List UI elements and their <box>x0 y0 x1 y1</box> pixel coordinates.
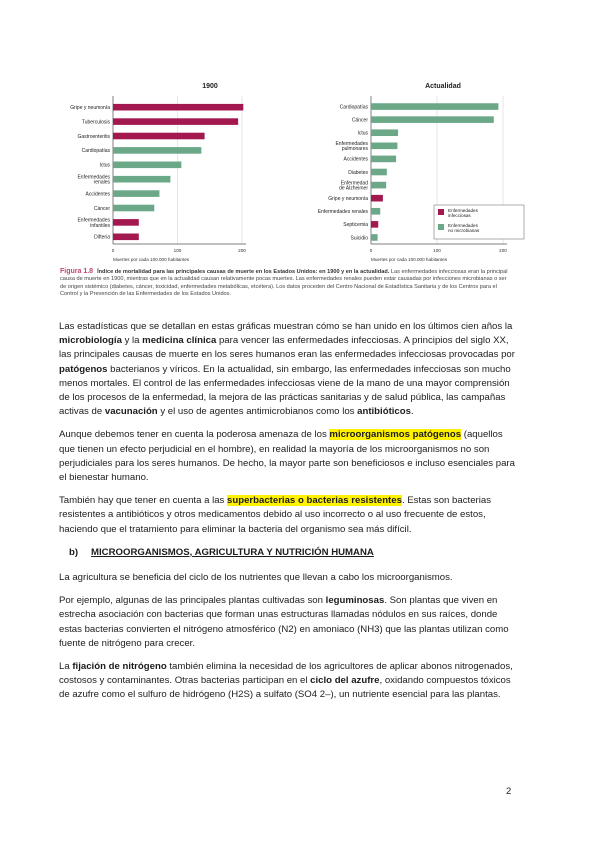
text-run: La <box>59 661 73 673</box>
category-label <box>77 218 110 229</box>
category-label-line: Septicemia <box>343 222 368 229</box>
text-run: y la <box>121 335 143 347</box>
section-letter: b) <box>69 546 79 558</box>
bar <box>113 205 154 212</box>
paragraph <box>59 594 517 651</box>
category-label <box>350 235 368 241</box>
bar <box>113 104 243 111</box>
x-axis-label: Muertes por cada 100.000 habitantes <box>371 257 448 262</box>
chart-title: 1900 <box>202 83 218 90</box>
category-label <box>77 134 110 140</box>
category-label-line: Enfermedades <box>77 217 110 224</box>
bold-term: patógenos <box>59 363 108 375</box>
paragraph <box>59 320 517 419</box>
tick-label: 0 <box>111 248 115 253</box>
section-heading <box>59 546 517 560</box>
text-run: bacterianos y víricos. En la actualidad, sin embargo, las enfermedades infecciosas son mucho menos mortales. El control de las enfermedades infecciosas viene de la mano de una mayor comprensión de los procesos de la enfermedad, la mejora de las prácticas sanitarias y de salud pública, las campañas activas de <box>59 363 511 418</box>
category-label <box>357 131 368 137</box>
text-run: . Son plantas que viven en estrecha asociación con bacterias que forman unas estructuras llamadas nódulos en sus raíces, donde estas bacterias convierten el nitrógeno atmosférico (N2) en amoniaco (NH3) que las plantas utilizan como fuente de nitrógeno para crecer. <box>59 595 509 649</box>
bar <box>371 195 383 202</box>
bold-term: ciclo del azufre <box>310 675 380 687</box>
legend-label-line: infecciosas <box>448 213 471 218</box>
category-label-line: Ictus <box>357 130 368 137</box>
category-label <box>94 206 110 212</box>
bar <box>113 162 181 169</box>
mortality-chart-svg <box>60 74 540 264</box>
page-number: 2 <box>506 786 512 797</box>
category-label-line: Accidentes <box>343 156 368 163</box>
figure-caption <box>60 268 508 299</box>
text-run: . Estas son bacterias resistentes a antibióticos y otros medicamentos debido al uso incorrecto o al uso frecuente de estos, haciendo que el tratamiento para eliminar la bacteria del organismo sea más difícil. <box>59 495 491 535</box>
bar <box>371 103 498 110</box>
tick-label: 100 <box>433 248 441 253</box>
category-label-line: Enfermedades <box>335 141 368 148</box>
bar <box>371 208 380 215</box>
category-label-line: Cardiopatías <box>339 104 368 111</box>
category-label-line: pulmonares <box>341 146 368 153</box>
category-label-line: de Alzheimer <box>339 185 368 192</box>
text-run: y el uso de agentes antimicrobianos como los <box>157 406 358 418</box>
category-label-line: Diabetes <box>348 169 368 176</box>
category-label <box>99 163 110 169</box>
category-label <box>343 222 368 228</box>
legend-label-line: Enfermedades <box>448 223 478 228</box>
legend-swatch <box>438 224 444 230</box>
bar <box>113 190 159 197</box>
figure-number: Figura 1.8 <box>60 268 94 275</box>
category-label-line: Cardiopatías <box>81 148 110 155</box>
category-label-line: Cáncer <box>93 205 110 212</box>
paragraph <box>59 660 517 703</box>
bar <box>371 156 396 163</box>
category-label-line: Accidentes <box>85 191 110 198</box>
category-label-line: infantiles <box>90 222 110 229</box>
text-run: También hay que tener en cuenta a las <box>59 495 228 507</box>
category-label-line: Gripe y neumonía <box>328 195 368 202</box>
bold-term: fijación de nitrógeno <box>72 661 167 673</box>
bold-term: medicina clínica <box>142 335 217 347</box>
category-label <box>94 235 110 241</box>
bar <box>113 118 238 125</box>
legend-label-line: no microbianas <box>448 228 480 233</box>
text-run: , oxidando compuestos tóxicos de azufre como el sulfuro de hidrógeno (H2S) a sulfato (SO4 2–), un nutriente esencial para las plantas. <box>59 675 511 701</box>
category-label-line: Ictus <box>99 162 110 169</box>
category-label <box>348 170 368 176</box>
category-label <box>70 105 110 111</box>
category-label-line: renales <box>93 179 110 186</box>
figure-title: Índice de mortalidad para las principales causas de muerte en los Estados Unidos: en 1900 y en la actualidad. <box>97 269 390 275</box>
category-label <box>339 180 368 191</box>
bar <box>113 147 201 154</box>
tick-label: 0 <box>369 248 373 253</box>
bar <box>113 219 139 226</box>
category-label-line: Suicidio <box>350 235 368 242</box>
bar <box>371 129 398 136</box>
text-run: Las estadísticas que se detallan en estas gráficas muestran cómo se han unido en los últimos cien años la <box>59 321 513 332</box>
text-run: (aquellos que tienen un efecto perjudicial en el hombre), en realidad la mayoría de los microorganismos no son perjudiciales para los seres humanos. De hecho, la mayor parte son beneficiosos e incluso esenciales para el bienestar humano. <box>59 429 515 484</box>
category-label-line: Enfermedad <box>340 180 368 187</box>
category-label <box>318 209 369 215</box>
bar <box>371 143 397 150</box>
paragraph <box>59 571 517 585</box>
category-label <box>77 174 110 185</box>
highlighted-term: microorganismos patógenos <box>329 429 462 441</box>
bar <box>113 133 205 140</box>
bar <box>371 116 494 123</box>
bold-term: leguminosas <box>325 595 385 607</box>
bar <box>113 176 170 183</box>
bold-term: vacunación <box>104 406 158 418</box>
bold-term: microbiología <box>59 335 122 347</box>
text-run: . <box>410 406 414 418</box>
category-label <box>82 119 111 125</box>
bold-term: antibióticos <box>357 406 411 418</box>
text-run: La agricultura se beneficia del ciclo de los nutrientes que llevan a cabo los microorganismos. <box>59 572 453 584</box>
category-label <box>352 117 368 123</box>
category-label <box>344 157 369 163</box>
bar <box>371 234 378 241</box>
text-run: para vencer las enfermedades infecciosas. A principios del siglo XX, las principales causas de muerte en los seres humanos eran las enfermedades infecciosas provocadas por <box>59 335 515 361</box>
category-label <box>328 196 368 202</box>
legend-label-line: Enfermedades <box>448 208 478 213</box>
category-label-line: Gripe y neumonía <box>70 105 110 111</box>
category-label <box>340 104 369 110</box>
paragraph <box>59 428 517 485</box>
tick-label: 100 <box>173 248 182 253</box>
text-run: Aunque debemos tener en cuenta la poderosa amenaza de los <box>59 429 330 441</box>
bar <box>371 221 378 228</box>
category-label <box>82 148 111 154</box>
highlighted-term: superbacterias o bacterias resistentes <box>227 495 402 507</box>
x-axis-label: Muertes por cada 100.000 habitantes <box>113 257 190 262</box>
tick-label: 200 <box>499 248 507 253</box>
chart-title: Actualidad <box>425 83 461 90</box>
category-label-line: Enfermedades renales <box>317 209 368 216</box>
text-run: también elimina la necesidad de los agricultores de aplicar abonos nitrogenados, costosos y contaminantes. Otras bacterias participan en el <box>59 661 513 687</box>
bar <box>371 182 386 189</box>
category-label-line: Gastroenteritis <box>77 133 110 140</box>
category-label-line: Enfermedades <box>77 174 110 181</box>
section-title: MICROORGANISMOS, AGRICULTURA Y NUTRICIÓN HUMANA <box>91 546 374 558</box>
category-label-line: Difteria <box>94 234 110 241</box>
text-run: Por ejemplo, algunas de las principales plantas cultivadas son <box>59 595 326 607</box>
figure-caption-body: Las enfermedades infecciosas eran la principal causa de muerte en 1900, mientras que en la actualidad causan relativamente pocas muertes. Las enfermedades renales pueden estar causadas por infecciones microbianas o ser de origen sistémico (diabetes, cáncer, toxicidad, enfermedades metabólicas, etcétera). Los datos proceden del Centro Nacional de Estadística Sanitaria y de los Centros para el Control y la Prevención de las Enfermedades de los Estados Unidos. <box>60 269 508 298</box>
legend-label <box>448 223 480 233</box>
category-label <box>335 141 368 152</box>
category-label-line: Cáncer <box>351 117 368 124</box>
bar <box>113 234 139 241</box>
paragraph <box>59 494 517 537</box>
category-label <box>86 191 111 197</box>
document-body <box>59 320 517 712</box>
category-label-line: Tuberculosis <box>81 119 110 126</box>
bar <box>371 169 387 176</box>
tick-label: 200 <box>238 248 246 253</box>
legend-swatch <box>438 209 444 215</box>
